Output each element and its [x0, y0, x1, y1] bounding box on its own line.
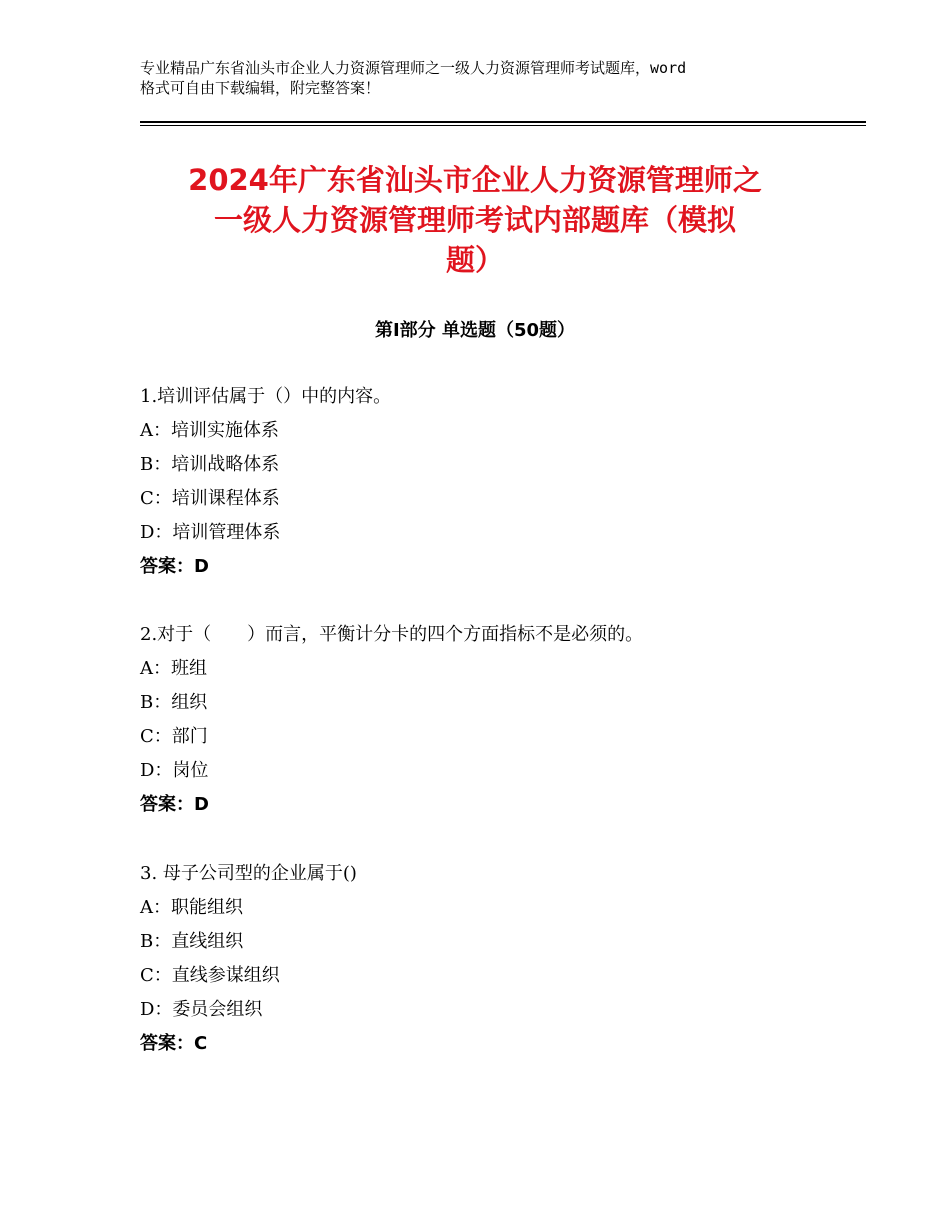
option-d: D：培训管理体系	[140, 522, 281, 543]
answer-label: 答案：C	[140, 1033, 208, 1054]
section-heading: 第Ⅰ部分 单选题（50题）	[374, 320, 575, 341]
header-note-line-1: 专业精品广东省汕头市企业人力资源管理师之一级人力资源管理师考试题库，word	[140, 59, 687, 77]
document-title-line-2: 一级人力资源管理师考试内部题库（模拟	[213, 203, 736, 237]
question-3	[140, 857, 840, 1061]
answer-label: 答案：D	[140, 556, 209, 577]
header-divider-thin	[140, 125, 866, 126]
question-stem: 3. 母子公司型的企业属于()	[140, 863, 357, 884]
option-a: A：培训实施体系	[140, 420, 279, 441]
option-c: C：培训课程体系	[140, 488, 280, 509]
option-b: B：组织	[140, 692, 208, 713]
option-b: B：直线组织	[140, 931, 244, 952]
option-b: B：培训战略体系	[140, 454, 280, 475]
header-divider-thick	[140, 121, 866, 123]
question-stem: 1.培训评估属于（）中的内容。	[140, 386, 392, 407]
question-1	[140, 380, 840, 584]
option-c: C：部门	[140, 726, 208, 747]
option-a: A：班组	[140, 658, 207, 679]
option-a: A：职能组织	[140, 897, 243, 918]
option-d: D：委员会组织	[140, 999, 263, 1020]
question-2	[140, 618, 840, 822]
document-title	[120, 160, 830, 280]
document-title-line-3: 题）	[445, 243, 504, 277]
document-title-line-1: 2024年广东省汕头市企业人力资源管理师之	[188, 163, 762, 197]
header-note	[140, 58, 830, 98]
answer-label: 答案：D	[140, 794, 209, 815]
option-d: D：岗位	[140, 760, 209, 781]
header-note-line-2: 格式可自由下载编辑，附完整答案！	[140, 79, 381, 97]
question-stem: 2.对于（ ）而言，平衡计分卡的四个方面指标不是必须的。	[140, 624, 644, 645]
option-c: C：直线参谋组织	[140, 965, 280, 986]
